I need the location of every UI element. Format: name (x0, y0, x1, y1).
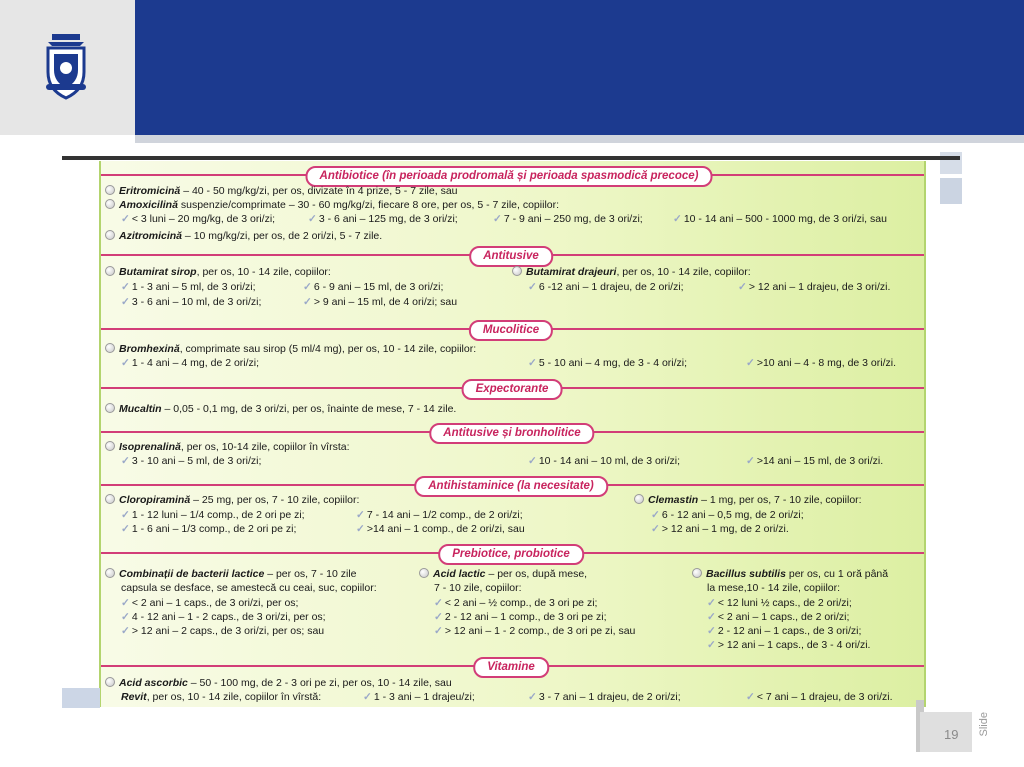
section-title: Mucolitice (469, 320, 553, 341)
bullet-icon (105, 441, 115, 451)
dose-line: ✓ 3 - 10 ani – 5 ml, de 3 ori/zi; (121, 455, 262, 467)
drug-line: Cloropiramină – 25 mg, per os, 7 - 10 zile, copiilor: (105, 494, 359, 507)
check-icon: ✓ (528, 691, 537, 703)
check-icon: ✓ (303, 296, 312, 308)
check-icon: ✓ (746, 455, 755, 467)
dose-line: ✓ 6 -12 ani – 1 drajeu, de 2 ori/zi; (528, 281, 684, 293)
check-icon: ✓ (493, 213, 502, 225)
dose-line: ✓ 10 - 14 ani – 10 ml, de 3 ori/zi; (528, 455, 681, 467)
slide-label: Slide (978, 712, 990, 737)
check-icon: ✓ (121, 296, 130, 308)
dose-line: ✓ 7 - 14 ani – 1/2 comp., de 2 ori/zi; (356, 509, 523, 521)
dose-line: ✓ >14 ani – 1 comp., de 2 ori/zi, sau (356, 523, 525, 535)
check-icon: ✓ (121, 597, 130, 609)
check-icon: ✓ (121, 213, 130, 225)
dose-line: ✓ 6 - 9 ani – 15 ml, de 3 ori/zi; (303, 281, 444, 293)
bullet-icon (692, 568, 702, 578)
title-band (135, 0, 1024, 135)
section-title: Prebiotice, probiotice (438, 544, 584, 565)
dose-line: ✓ < 12 luni ½ caps., de 2 ori/zi; (707, 597, 852, 609)
drug-line: Acid ascorbic – 50 - 100 mg, de 2 - 3 ori pe zi, per os, 10 - 14 zile, sau (105, 677, 452, 690)
bullet-icon (105, 343, 115, 353)
dose-line: ✓ 10 - 14 ani – 500 - 1000 mg, de 3 ori/zi, sau (673, 213, 887, 225)
bullet-icon (105, 266, 115, 276)
check-icon: ✓ (707, 625, 716, 637)
check-icon: ✓ (121, 281, 130, 293)
bullet-icon (105, 185, 115, 195)
section-title: Antibiotice (în perioada prodromală și perioada spasmodică precoce) (306, 166, 713, 187)
check-icon: ✓ (356, 509, 365, 521)
dose-line: ✓ > 12 ani – 2 caps., de 3 ori/zi, per os; sau (121, 625, 325, 637)
drug-line: Isoprenalină, per os, 10-14 zile, copiilor în vîrsta: (105, 441, 350, 454)
section-title: Antihistaminice (la necesitate) (414, 476, 608, 497)
title-shadow (135, 135, 1024, 143)
check-icon: ✓ (746, 357, 755, 369)
check-icon: ✓ (707, 639, 716, 651)
check-icon: ✓ (528, 281, 537, 293)
check-icon: ✓ (356, 523, 365, 535)
drug-line: Acid lactic – per os, după mese, (419, 568, 587, 581)
dose-line: ✓ 2 - 12 ani – 1 caps., de 3 ori/zi; (707, 625, 862, 637)
dose-line: ✓ 5 - 10 ani – 4 mg, de 3 - 4 ori/zi; (528, 357, 688, 369)
dose-line: ✓ > 12 ani – 1 drajeu, de 3 ori/zi. (738, 281, 891, 293)
drug-line: Eritromicină – 40 - 50 mg/kg/zi, per os, divizate în 4 prize, 5 - 7 zile, sau (105, 185, 458, 198)
check-icon: ✓ (121, 357, 130, 369)
dose-line: ✓ >10 ani – 4 - 8 mg, de 3 ori/zi. (746, 357, 897, 369)
dose-line: ✓ > 12 ani – 1 caps., de 3 - 4 ori/zi. (707, 639, 871, 651)
check-icon: ✓ (363, 691, 372, 703)
check-icon: ✓ (651, 523, 660, 535)
dose-line: ✓ 1 - 3 ani – 1 drajeu/zi; (363, 691, 475, 703)
bullet-icon (634, 494, 644, 504)
drug-line: Butamirat sirop, per os, 10 - 14 zile, copiilor: (105, 266, 331, 279)
bullet-icon (105, 677, 115, 687)
dose-line: ✓ 1 - 12 luni – 1/4 comp., de 2 ori pe zi; (121, 509, 305, 521)
dose-line: ✓ 6 - 12 ani – 0,5 mg, de 2 ori/zi; (651, 509, 804, 521)
check-icon: ✓ (303, 281, 312, 293)
side-accent-bottom (940, 178, 962, 204)
dose-line: ✓ 1 - 4 ani – 4 mg, de 2 ori/zi; (121, 357, 260, 369)
bullet-icon (419, 568, 429, 578)
dose-line: ✓ 1 - 3 ani – 5 ml, de 3 ori/zi; (121, 281, 256, 293)
bullet-icon (105, 230, 115, 240)
check-icon: ✓ (121, 611, 130, 623)
check-icon: ✓ (746, 691, 755, 703)
check-icon: ✓ (528, 455, 537, 467)
bottom-accent (62, 688, 100, 708)
dose-line: ✓ 1 - 6 ani – 1/3 comp., de 2 ori pe zi; (121, 523, 297, 535)
section-title: Vitamine (473, 657, 549, 678)
dose-line: ✓ 4 - 12 ani – 1 - 2 caps., de 3 ori/zi, per os; (121, 611, 326, 623)
top-rule (62, 156, 960, 160)
check-icon: ✓ (707, 597, 716, 609)
drug-line: Azitromicină – 10 mg/kg/zi, per os, de 2 ori/zi, 5 - 7 zile. (105, 230, 382, 243)
bullet-icon (105, 494, 115, 504)
check-icon: ✓ (651, 509, 660, 521)
section-title: Antitusive și bronholitice (429, 423, 594, 444)
dose-line: ✓ < 2 ani – 1 caps., de 2 ori/zi; (707, 611, 850, 623)
slide-number: 19 (944, 727, 959, 742)
dose-line: ✓ < 2 ani – 1 caps., de 3 ori/zi, per os; (121, 597, 299, 609)
bullet-icon (105, 199, 115, 209)
bullet-icon (105, 568, 115, 578)
drug-line: Butamirat drajeuri, per os, 10 - 14 zile, copiilor: (512, 266, 751, 279)
logo-area (0, 0, 135, 135)
check-icon: ✓ (308, 213, 317, 225)
dose-line: ✓ 3 - 6 ani – 10 ml, de 3 ori/zi; (121, 296, 262, 308)
dose-line: ✓ < 3 luni – 20 mg/kg, de 3 ori/zi; (121, 213, 276, 225)
dose-line: ✓ 2 - 12 ani – 1 comp., de 3 ori pe zi; (434, 611, 607, 623)
drug-line: la mese,10 - 14 zile, copiilor: (707, 582, 841, 594)
dose-line: ✓ 3 - 6 ani – 125 mg, de 3 ori/zi; (308, 213, 458, 225)
drug-line: Bromhexină, comprimate sau sirop (5 ml/4 mg), per os, 10 - 14 zile, copiilor: (105, 343, 476, 356)
drug-line: Mucaltin – 0,05 - 0,1 mg, de 3 ori/zi, per os, înainte de mese, 7 - 14 zile. (105, 403, 456, 416)
check-icon: ✓ (673, 213, 682, 225)
drug-line: Revit, per os, 10 - 14 zile, copiilor în vîrstă: (121, 691, 322, 703)
section-title: Expectorante (462, 379, 563, 400)
check-icon: ✓ (121, 455, 130, 467)
drug-line: capsula se desface, se amestecă cu ceai, suc, copiilor: (121, 582, 377, 594)
drug-line: Amoxicilină suspenzie/comprimate – 30 - 60 mg/kg/zi, fiecare 8 ore, per os, 5 - 7 zile, copiilor: (105, 199, 559, 212)
dose-line: ✓ 7 - 9 ani – 250 mg, de 3 ori/zi; (493, 213, 643, 225)
check-icon: ✓ (738, 281, 747, 293)
dose-line: ✓ < 7 ani – 1 drajeu, de 3 ori/zi. (746, 691, 893, 703)
section-title: Antitusive (469, 246, 553, 267)
check-icon: ✓ (434, 597, 443, 609)
dose-line: ✓ > 9 ani – 15 ml, de 4 ori/zi; sau (303, 296, 458, 308)
bullet-icon (512, 266, 522, 276)
check-icon: ✓ (121, 523, 130, 535)
drug-line: Bacillus subtilis per os, cu 1 oră până (692, 568, 888, 581)
drug-line: Clemastin – 1 mg, per os, 7 - 10 zile, copiilor: (634, 494, 862, 507)
drug-line: 7 - 10 zile, copiilor: (434, 582, 522, 594)
university-crest-icon (42, 32, 90, 100)
check-icon: ✓ (528, 357, 537, 369)
dose-line: ✓ >14 ani – 15 ml, de 3 ori/zi. (746, 455, 884, 467)
dose-line: ✓ > 12 ani – 1 mg, de 2 ori/zi. (651, 523, 789, 535)
bullet-icon (105, 403, 115, 413)
dose-line: ✓ 3 - 7 ani – 1 drajeu, de 2 ori/zi; (528, 691, 681, 703)
drug-line: Combinații de bacterii lactice – per os, 7 - 10 zile (105, 568, 357, 581)
dose-line: ✓ < 2 ani – ½ comp., de 3 ori pe zi; (434, 597, 598, 609)
check-icon: ✓ (121, 509, 130, 521)
dose-line: ✓ > 12 ani – 1 - 2 comp., de 3 ori pe zi, sau (434, 625, 636, 637)
check-icon: ✓ (707, 611, 716, 623)
treatment-table (99, 161, 926, 707)
check-icon: ✓ (121, 625, 130, 637)
check-icon: ✓ (434, 611, 443, 623)
check-icon: ✓ (434, 625, 443, 637)
